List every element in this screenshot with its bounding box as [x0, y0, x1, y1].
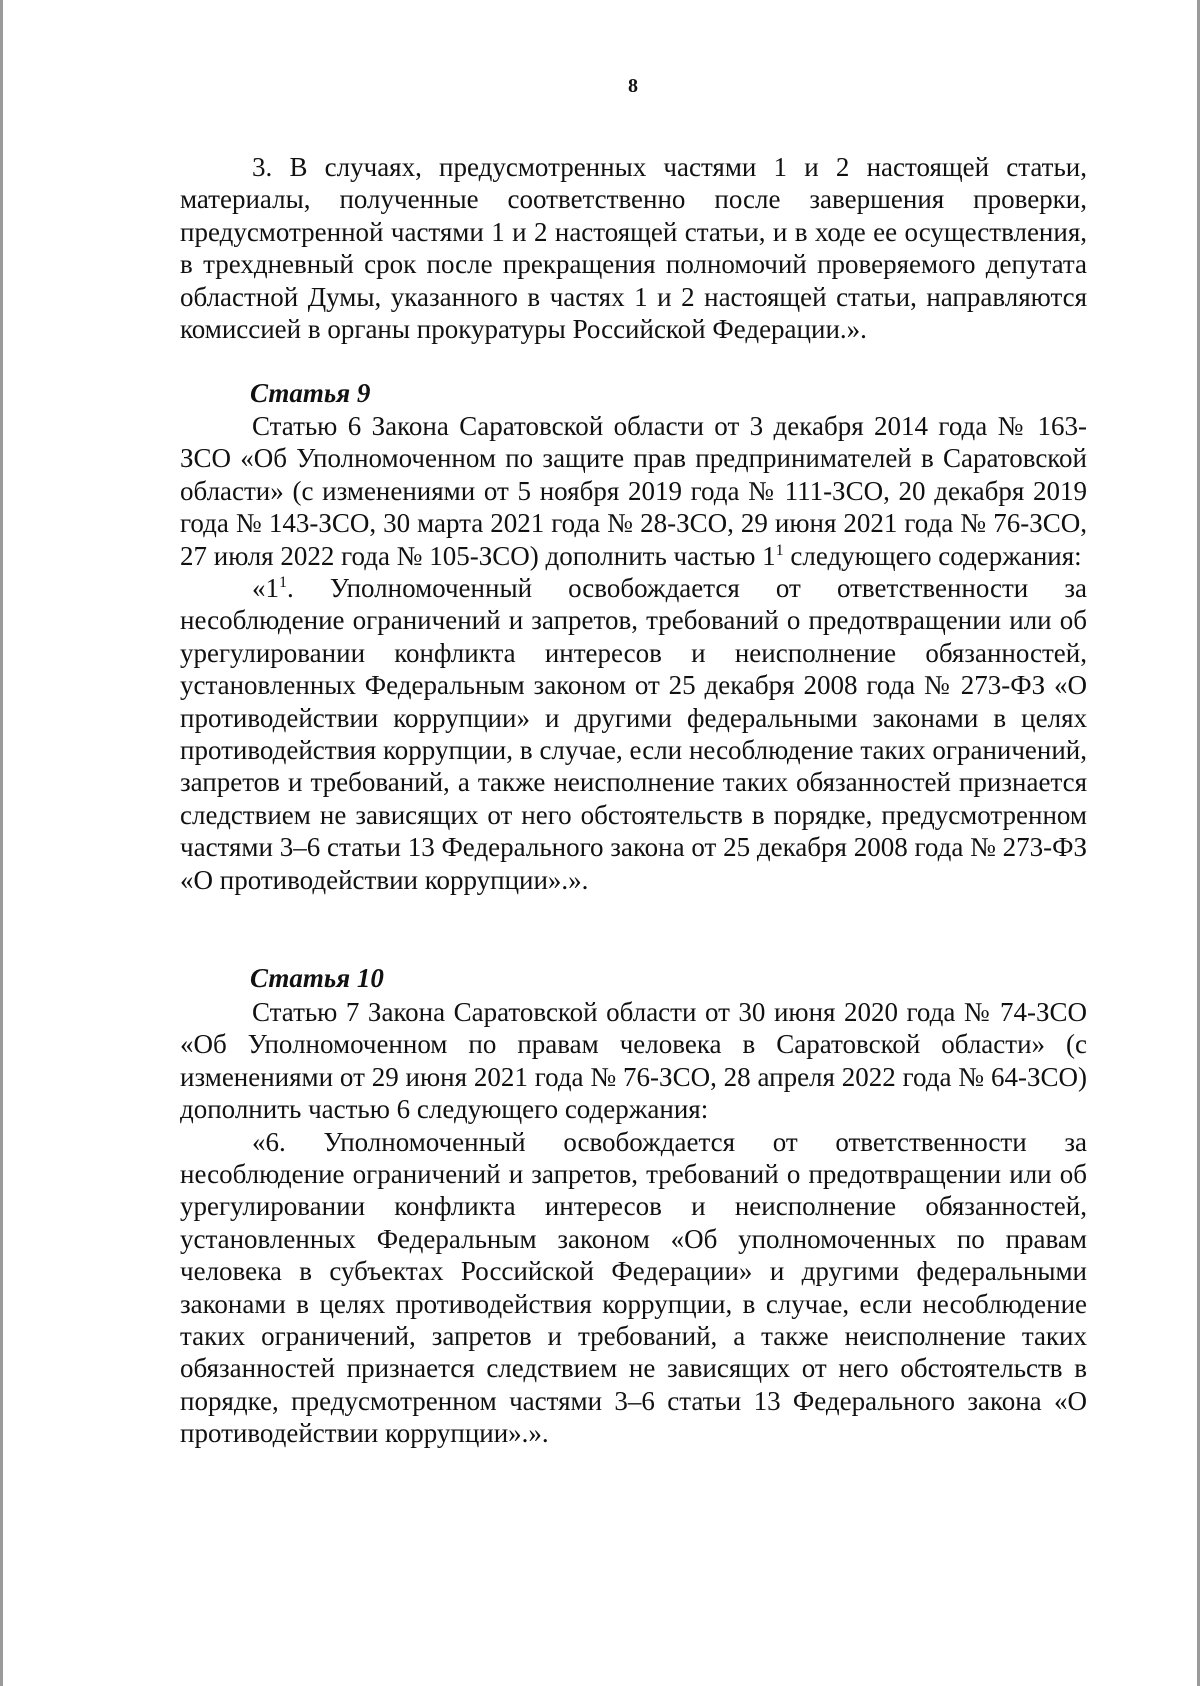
article-9-intro-superscript: 1: [775, 541, 784, 559]
article-9-body: [180, 410, 1087, 896]
scan-edge-left: [0, 0, 3, 1686]
article-10-quote: «6. Уполномоченный освобождается от ответственности за несоблюдение ограничений и запретов, требований о предотвращении или об урегулировании конфликта интересов и неисполнение обязанностей, установленных Федеральным законом «Об уполномоченных по правам человека в субъектах Российской Федерации» и другими федеральными законами в целях противодействия коррупции, в случае, если несоблюдение таких ограничений, запретов и требований, а также неисполнение таких обязанностей признается следствием не зависящих от него обстоятельств в порядке, предусмотренном частями 3–6 статьи 13 Федерального закона «О противодействии коррупции».».: [180, 1126, 1087, 1449]
article-9-quote-text: . Уполномоченный освобождается от ответственности за несоблюдение ограничений и запретов, требований о предотвращении или об урегулировании конфликта интересов и неисполнение обязанностей, установленных Федеральным законом от 25 декабря 2008 года № 273-ФЗ «О противодействии коррупции» и другими федеральными законами в целях противодействия коррупции, в случае, если несоблюдение таких ограничений, запретов и требований, а также неисполнение таких обязанностей признается следствием не зависящих от него обстоятельств в порядке, предусмотренном частями 3–6 статьи 13 Федерального закона от 25 декабря 2008 года № 273-ФЗ «О противодействии коррупции».».: [180, 573, 1087, 895]
page-number: 8: [628, 75, 638, 97]
article-9-quote-open: «1: [252, 573, 279, 604]
article-9-intro-text: Статью 6 Закона Саратовской области от 3 декабря 2014 года № 163-ЗСО «Об Уполномоченном по защите прав предпринимателей в Саратовской области» (с изменениями от 5 ноября 2019 года № 111-ЗСО, 20 декабря 2019 года № 143-ЗСО, 30 марта 2021 года № 28-ЗСО, 29 июня 2021 года № 76-ЗСО, 27 июля 2022 года № 105-ЗСО) дополнить частью 1: [180, 411, 1087, 571]
article-9-intro: [180, 410, 1087, 572]
article-10-body: [180, 996, 1087, 1450]
article-10-intro: Статью 7 Закона Саратовской области от 30 июня 2020 года № 74-ЗСО «Об Уполномоченном по правам человека в Саратовской области» (с изменениями от 29 июня 2021 года № 76-ЗСО, 28 апреля 2022 года № 64-ЗСО) дополнить частью 6 следующего содержания:: [180, 997, 1087, 1125]
paragraph-3-block: [180, 151, 1087, 345]
article-9-quote: [180, 572, 1087, 896]
article-9-quote-superscript: 1: [279, 574, 287, 592]
article-10-heading: Статья 10: [250, 963, 384, 993]
article-9-heading: Статья 9: [250, 378, 371, 408]
paragraph-3: 3. В случаях, предусмотренных частями 1 и 2 настоящей статьи, материалы, полученные соответственно после завершения проверки, предусмотренной частями 1 и 2 настоящей статьи, и в ходе ее осуществления, в трехдневный срок после прекращения полномочий проверяемого депутата областной Думы, указанного в частях 1 и 2 настоящей статьи, направляются комиссией в органы прокуратуры Российской Федерации.».: [180, 152, 1087, 345]
article-9-intro-tail: следующего содержания:: [790, 540, 1082, 571]
